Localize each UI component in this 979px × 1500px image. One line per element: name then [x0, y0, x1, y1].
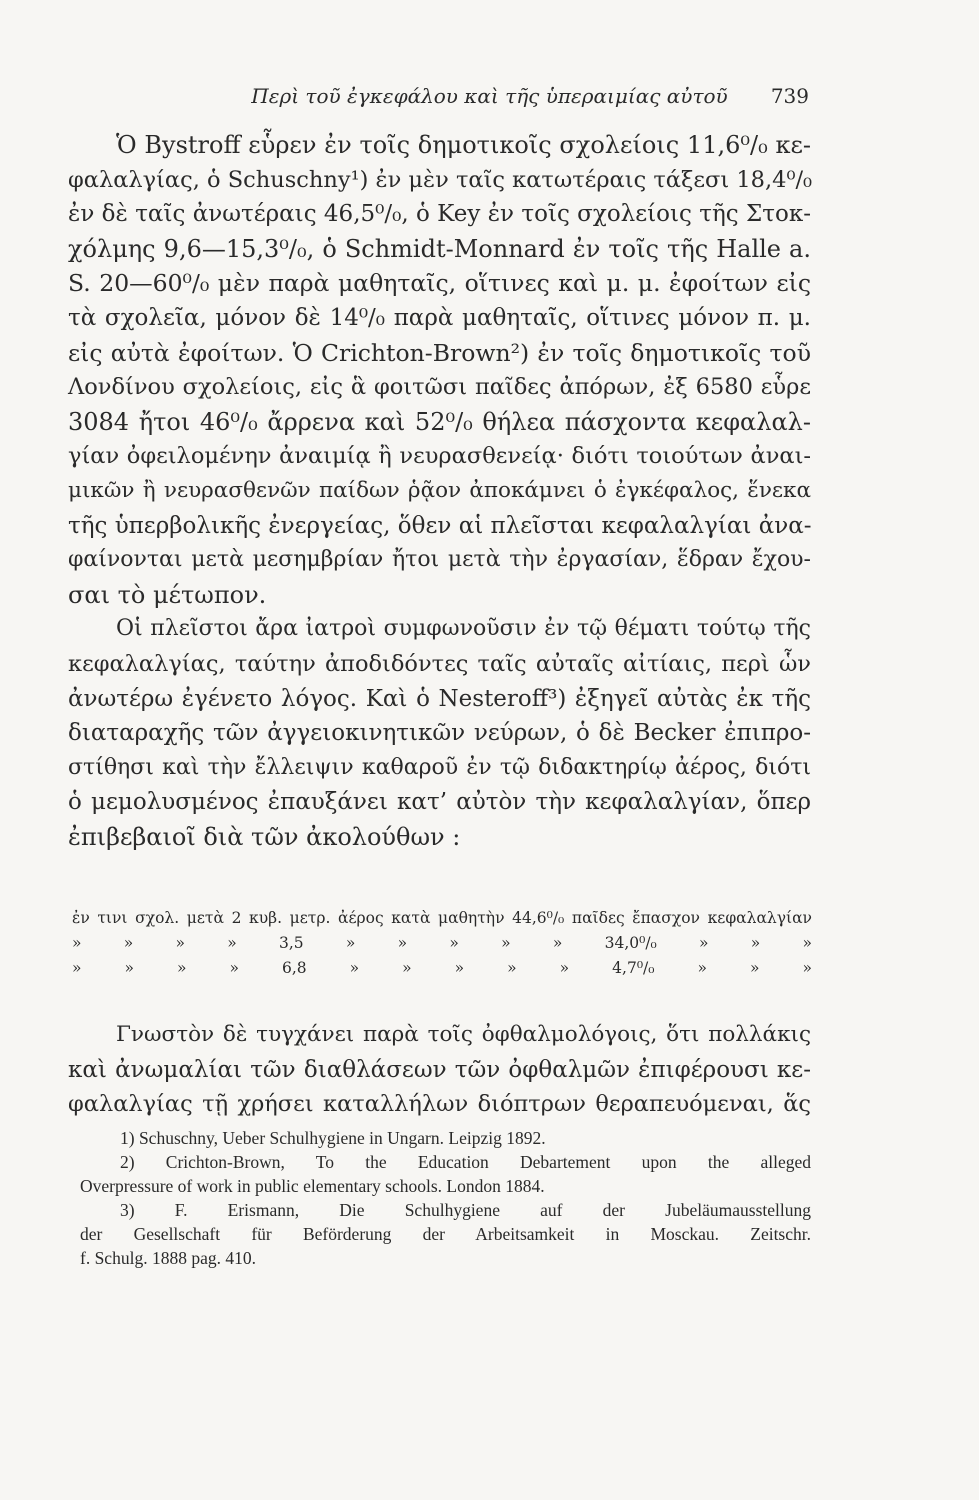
body-line: μικῶν ἢ νευρασθενῶν παίδων ῥᾷον ἀποκάμνει ὁ ἐγκέφαλος, ἕνεκα: [68, 477, 811, 503]
body-line: χόλμης 9,6—15,3⁰/₀, ὁ Schmidt-Monnard ἐν τοῖς τῆς Halle a.: [68, 234, 811, 263]
body-text: [68, 128, 811, 854]
body-line: τὰ σχολεῖα, μόνον δὲ 14⁰/₀ παρὰ μαθηταῖς, οἵτινες μόνον π. μ.: [68, 304, 811, 331]
footnote-line: 2) Crichton-Brown, To the Education Debartement upon the alleged: [120, 1152, 811, 1172]
body-line: Ὁ Bystroff εὗρεν ἐν τοῖς δημοτικοῖς σχολείοις 11,6⁰/₀ κε-: [116, 131, 811, 159]
body-line: ὁ μεμολυσμένος ἐπαυξάνει κατ’ αὐτὸν τὴν κεφαλαλγίαν, ὅπερ: [68, 789, 811, 816]
second-paragraph: [68, 1018, 811, 1122]
footnotes: [80, 1126, 811, 1270]
body-line: εἰς αὐτὰ ἐφοίτων. Ὁ Crichton-Brown²) ἐν τοῖς δημοτικοῖς τοῦ: [68, 338, 811, 367]
table-row: » » » » 3,5 » » » » » 34,0⁰/₀ » » »: [72, 934, 812, 952]
body-line: στίθησι καὶ τὴν ἔλλειψιν καθαροῦ ἐν τῷ διδακτηρίῳ ἀέρος, διότι: [68, 754, 811, 780]
table-row: » » » » 6,8 » » » » » 4,7⁰/₀ » » »: [72, 959, 812, 977]
footnote-line: 3) F. Erismann, Die Schulhygiene auf der Jubeläumausstellung: [120, 1200, 811, 1220]
body-line: διαταραχῆς τῶν ἀγγειοκινητικῶν νεύρων, ὁ δὲ Becker ἐπιπρο-: [68, 720, 811, 747]
body-line: 3084 ἤτοι 46⁰/₀ ἄρρενα καὶ 52⁰/₀ θήλεα πάσχοντα κεφαλαλ-: [68, 407, 811, 436]
body-line: ἐν δὲ ταῖς ἀνωτέραις 46,5⁰/₀, ὁ Key ἐν τοῖς σχολείοις τῆς Στοκ-: [68, 201, 811, 228]
body-line: S. 20—60⁰/₀ μὲν παρὰ μαθηταῖς, οἵτινες καὶ μ. μ. ἐφοίτων εἰς: [68, 269, 811, 298]
body-line: Οἱ πλεῖστοι ἄρα ἰατροὶ συμφωνοῦσιν ἐν τῷ θέματι τούτῳ τῆς: [116, 616, 811, 642]
body-line: ἀνωτέρω ἐγένετο λόγος. Καὶ ὁ Nesteroff³) ἐξηγεῖ αὐτὰς ἐκ τῆς: [68, 685, 811, 712]
body-line: τῆς ὑπερβολικῆς ἐνεργείας, ὅθεν αἱ πλεῖσται κεφαλαλγίαι ἀνα-: [68, 512, 812, 539]
body-line: καὶ ἀνωμαλίαι τῶν διαθλάσεων τῶν ὀφθαλμῶν ἐπιφέρουσι κε-: [68, 1056, 811, 1083]
page-number: 739: [770, 84, 809, 108]
body-line: γίαν ὀφειλομένην ἀναιμίᾳ ἢ νευρασθενείᾳ· διότι τοιούτων ἀναι-: [68, 443, 811, 470]
table-row: ἐν τινι σχολ. μετὰ 2 κυβ. μετρ. ἀέρος κατὰ μαθητὴν 44,6⁰/₀ παῖδες ἔπασχον κεφαλαλγίαν: [72, 909, 812, 927]
body-line: φαίνονται μετὰ μεσημβρίαν ἤτοι μετὰ τὴν ἐργασίαν, ἕδραν ἔχου-: [68, 547, 811, 573]
data-table: [72, 906, 812, 981]
body-line: φαλαλγίας τῇ χρήσει καταλλήλων διόπτρων θεραπευόμεναι, ἅς: [68, 1091, 811, 1118]
running-title: Περὶ τοῦ ἐγκεφάλου καὶ τῆς ὑπεραιμίας αὐτοῦ: [251, 84, 728, 108]
body-line: σαι τὸ μέτωπον.: [68, 580, 267, 609]
running-head: [0, 84, 979, 114]
footnote-line: der Gesellschaft für Beförderung der Arbeitsamkeit in Mosckau. Zeitschr.: [80, 1224, 811, 1244]
body-line: κεφαλαλγίας, ταύτην ἀποδιδόντες ταῖς αὐταῖς αἰτίαις, περὶ ὧν: [68, 650, 811, 677]
footnote-line: 1) Schuschny, Ueber Schulhygiene in Ungarn. Leipzig 1892.: [120, 1128, 546, 1148]
body-line: φαλαλγίας, ὁ Schuschny¹) ἐν μὲν ταῖς κατωτέραις τάξεσι 18,4⁰/₀: [68, 166, 813, 193]
body-line: Λονδίνου σχολείοις, εἰς ἃ φοιτῶσι παῖδες ἀπόρων, ἐξ 6580 εὗρε: [68, 374, 811, 401]
body-line: Γνωστὸν δὲ τυγχάνει παρὰ τοῖς ὀφθαλμολόγοις, ὅτι πολλάκις: [116, 1022, 811, 1047]
footnote-line: Overpressure of work in public elementary schools. London 1884.: [80, 1176, 545, 1196]
footnote-line: f. Schulg. 1888 pag. 410.: [80, 1248, 256, 1268]
body-line: ἐπιβεβαιοῖ διὰ τῶν ἀκολούθων :: [68, 822, 461, 851]
